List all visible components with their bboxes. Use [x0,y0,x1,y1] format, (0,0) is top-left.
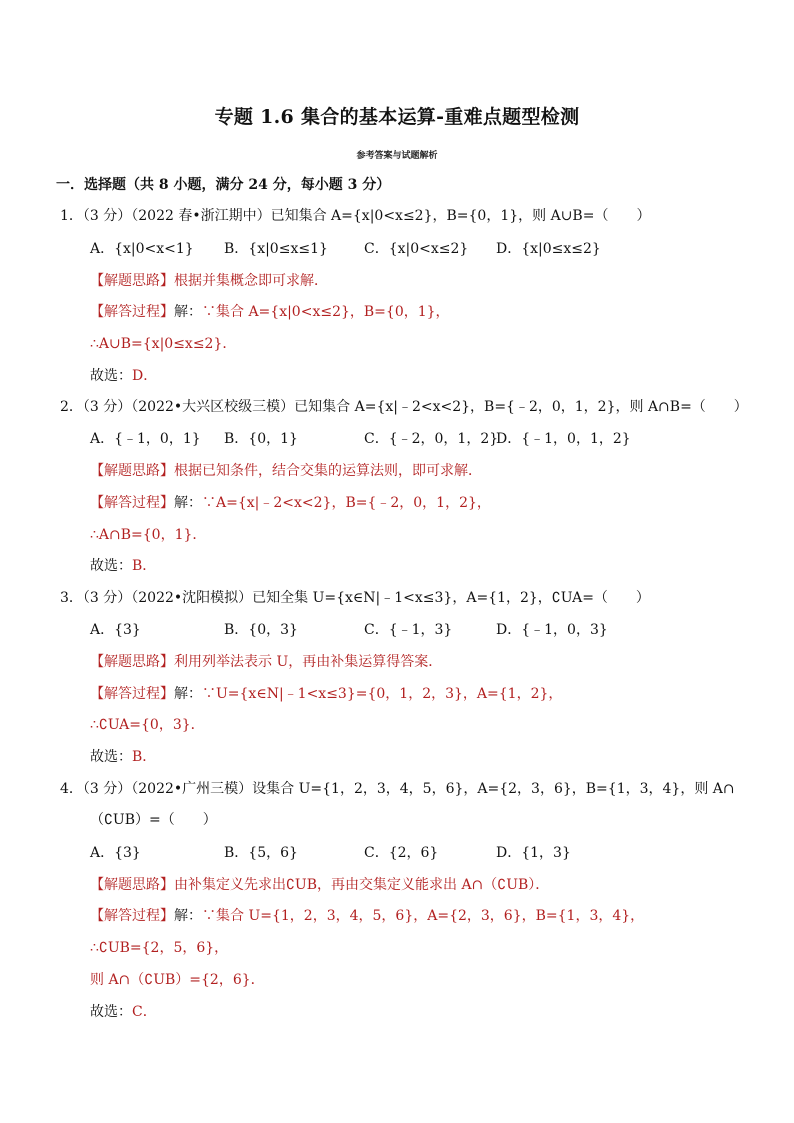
answer-value: C． [132,1004,157,1020]
question-4-step-1: ∴∁UB={2，5，6}， [90,940,229,956]
page-title: 专题 1.6 集合的基本运算-重难点题型检测 [214,106,580,128]
process-prefix: 解： [174,908,202,924]
question-3-answer [90,748,156,766]
question-4-option-a: A．{3} [90,845,141,861]
question-2-option-a: A．{﹣1，0，1} [90,431,201,447]
question-1-option-b: B．{x|0≤x≤1} [224,241,328,257]
think-label: 【解题思路】 [90,463,174,479]
question-2-answer [90,557,156,575]
process-label: 【解答过程】 [90,686,174,702]
process-prefix: 解： [174,304,202,320]
question-1-option-d: D．{x|0≤x≤2} [496,241,601,257]
choose-label: 故选： [90,1004,132,1020]
question-2-step-1: ∴A∩B={0，1}． [90,527,207,543]
question-3-option-c: C．{﹣1，3} [364,622,453,638]
process-label: 【解答过程】 [90,304,174,320]
question-3-option-b: B．{0，3} [224,622,298,638]
choose-label: 故选： [90,368,132,384]
question-2-option-c: C．{﹣2，0，1，2} [364,431,499,447]
process-text: ∵集合 A={x|0<x≤2}，B={0，1}， [202,304,450,320]
question-4-answer [90,1003,157,1021]
question-4-option-d: D．{1，3} [496,845,571,861]
question-2-think [90,462,482,480]
question-4-process [90,907,644,925]
answer-value: B． [132,558,157,574]
question-4-stem-cont: （∁UB）=（ ） [90,812,217,828]
question-1-answer [90,367,157,385]
think-label: 【解题思路】 [90,273,174,289]
section-heading: 一．选择题（共 8 小题，满分 24 分，每小题 3 分） [56,177,391,193]
question-2-option-b: B．{0，1} [224,431,298,447]
question-3-step-1: ∴∁UA={0，3}． [90,717,205,733]
answer-value: D． [132,368,158,384]
think-text: 根据并集概念即可求解． [174,273,328,289]
question-4-think [90,876,549,894]
question-1-process [90,303,450,321]
process-text: ∵集合 U={1，2，3，4，5，6}，A={2，3，6}，B={1，3，4}， [202,908,645,924]
think-text: 由补集定义先求出∁UB，再由交集定义能求出 A∩（∁UB）． [174,877,550,893]
choose-label: 故选： [90,749,132,765]
process-text: ∵A={x|﹣2<x<2}，B={﹣2，0，1，2}， [202,495,491,511]
question-1-stem: 1．（3 分）（2022 春•浙江期中）已知集合 A={x|0<x≤2}，B={0，1}，则 A∪B=（ ） [60,208,651,224]
question-1-option-c: C．{x|0<x≤2} [364,241,469,257]
question-1-option-a: A．{x|0<x<1} [90,241,194,257]
process-text: ∵U={x∈N|﹣1<x≤3}={0，1，2，3}，A={1，2}， [202,686,563,702]
question-3-think [90,653,442,671]
question-1-think [90,272,328,290]
think-label: 【解题思路】 [90,654,174,670]
question-2-process [90,494,491,512]
question-4-option-c: C．{2，6} [364,845,439,861]
process-label: 【解答过程】 [90,495,174,511]
think-text: 根据已知条件，结合交集的运算法则，即可求解． [174,463,482,479]
choose-label: 故选： [90,558,132,574]
process-label: 【解答过程】 [90,908,174,924]
question-3-stem: 3．（3 分）（2022•沈阳模拟）已知全集 U={x∈N|﹣1<x≤3}，A={1，2}，∁UA=（ ） [60,590,650,606]
think-text: 利用列举法表示 U，再由补集运算得答案． [174,654,443,670]
process-prefix: 解： [174,686,202,702]
question-1-step-1: ∴A∪B={x|0≤x≤2}． [90,336,237,352]
question-2-stem: 2．（3 分）（2022•大兴区校级三模）已知集合 A={x|﹣2<x<2}，B={﹣2，0，1，2}，则 A∩B=（ ） [60,399,748,415]
answer-value: B． [132,749,157,765]
question-4-stem: 4．（3 分）（2022•广州三模）设集合 U={1，2，3，4，5，6}，A={2，3，6}，B={1，3，4}，则 A∩ [60,781,735,797]
question-3-option-a: A．{3} [90,622,141,638]
question-3-option-d: D．{﹣1，0，3} [496,622,608,638]
question-4-option-b: B．{5，6} [224,845,298,861]
page-subtitle: 参考答案与试题解析 [356,151,438,161]
process-prefix: 解： [174,495,202,511]
question-3-process [90,685,562,703]
question-4-step-2: 则 A∩（∁UB）={2，6}． [90,972,265,988]
question-2-option-d: D．{﹣1，0，1，2} [496,431,631,447]
think-label: 【解题思路】 [90,877,174,893]
